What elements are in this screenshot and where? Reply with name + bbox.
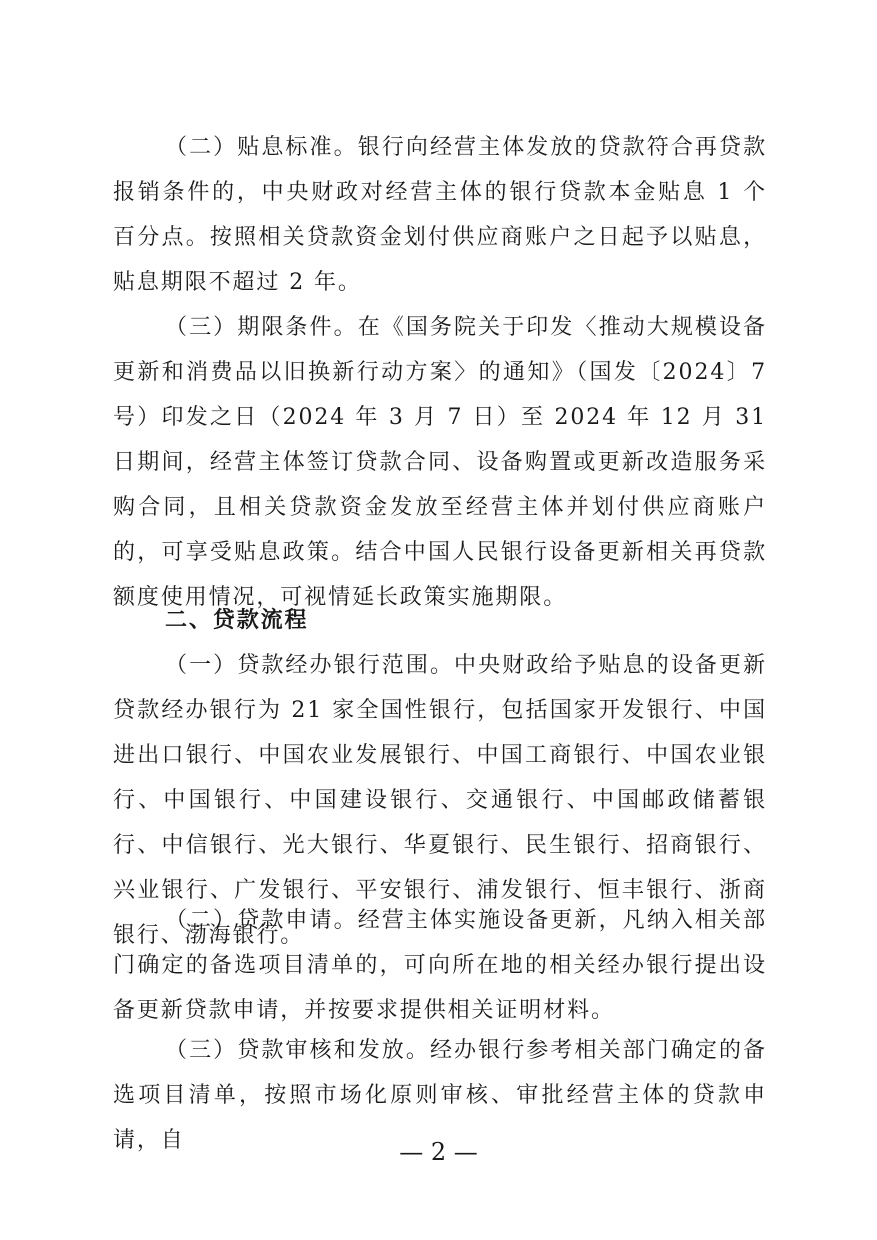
page-number: — 2 —: [399, 1138, 478, 1166]
paragraph-subsidy-standard: （二）贴息标准。银行向经营主体发放的贷款符合再贷款报销条件的，中央财政对经营主体的银行贷款本金贴息 1 个百分点。按照相关贷款资金划付供应商账户之日起予以贴息，贴息期限不超过 2 年。: [113, 135, 767, 295]
paragraph-loan-review: （三）贷款审核和发放。经办银行参考相关部门确定的备选项目清单，按照市场化原则审核、审批经营主体的贷款申请，自: [113, 1038, 767, 1153]
paragraph-period-conditions: （三）期限条件。在《国务院关于印发〈推动大规模设备更新和消费品以旧换新行动方案〉的通知》（国发〔2024〕7 号）印发之日（2024 年 3 月 7 日）至 2024 年 12 月 31 日期间，经营主体签订贷款合同、设备购置或更新改造服务采购合同，且相关贷款资金发放至经营主体并划付供应商账户的，可享受贴息政策。结合中国人民银行设备更新相关再贷款额度使用情况，可视情延长政策实施期限。: [113, 315, 767, 610]
paragraph-loan-banks: （一）贷款经办银行范围。中央财政给予贴息的设备更新贷款经办银行为 21 家全国性银行，包括国家开发银行、中国进出口银行、中国农业发展银行、中国工商银行、中国农业银行、中国银行、中国建设银行、交通银行、中国邮政储蓄银行、中信银行、光大银行、华夏银行、民生银行、招商银行、兴业银行、广发银行、平安银行、浦发银行、恒丰银行、浙商银行、渤海银行。: [113, 653, 767, 948]
section-heading-loan-process: 二、贷款流程: [165, 608, 309, 633]
paragraph-loan-application: （二）贷款申请。经营主体实施设备更新，凡纳入相关部门确定的备选项目清单的，可向所在地的相关经办银行提出设备更新贷款申请，并按要求提供相关证明材料。: [113, 908, 767, 1023]
